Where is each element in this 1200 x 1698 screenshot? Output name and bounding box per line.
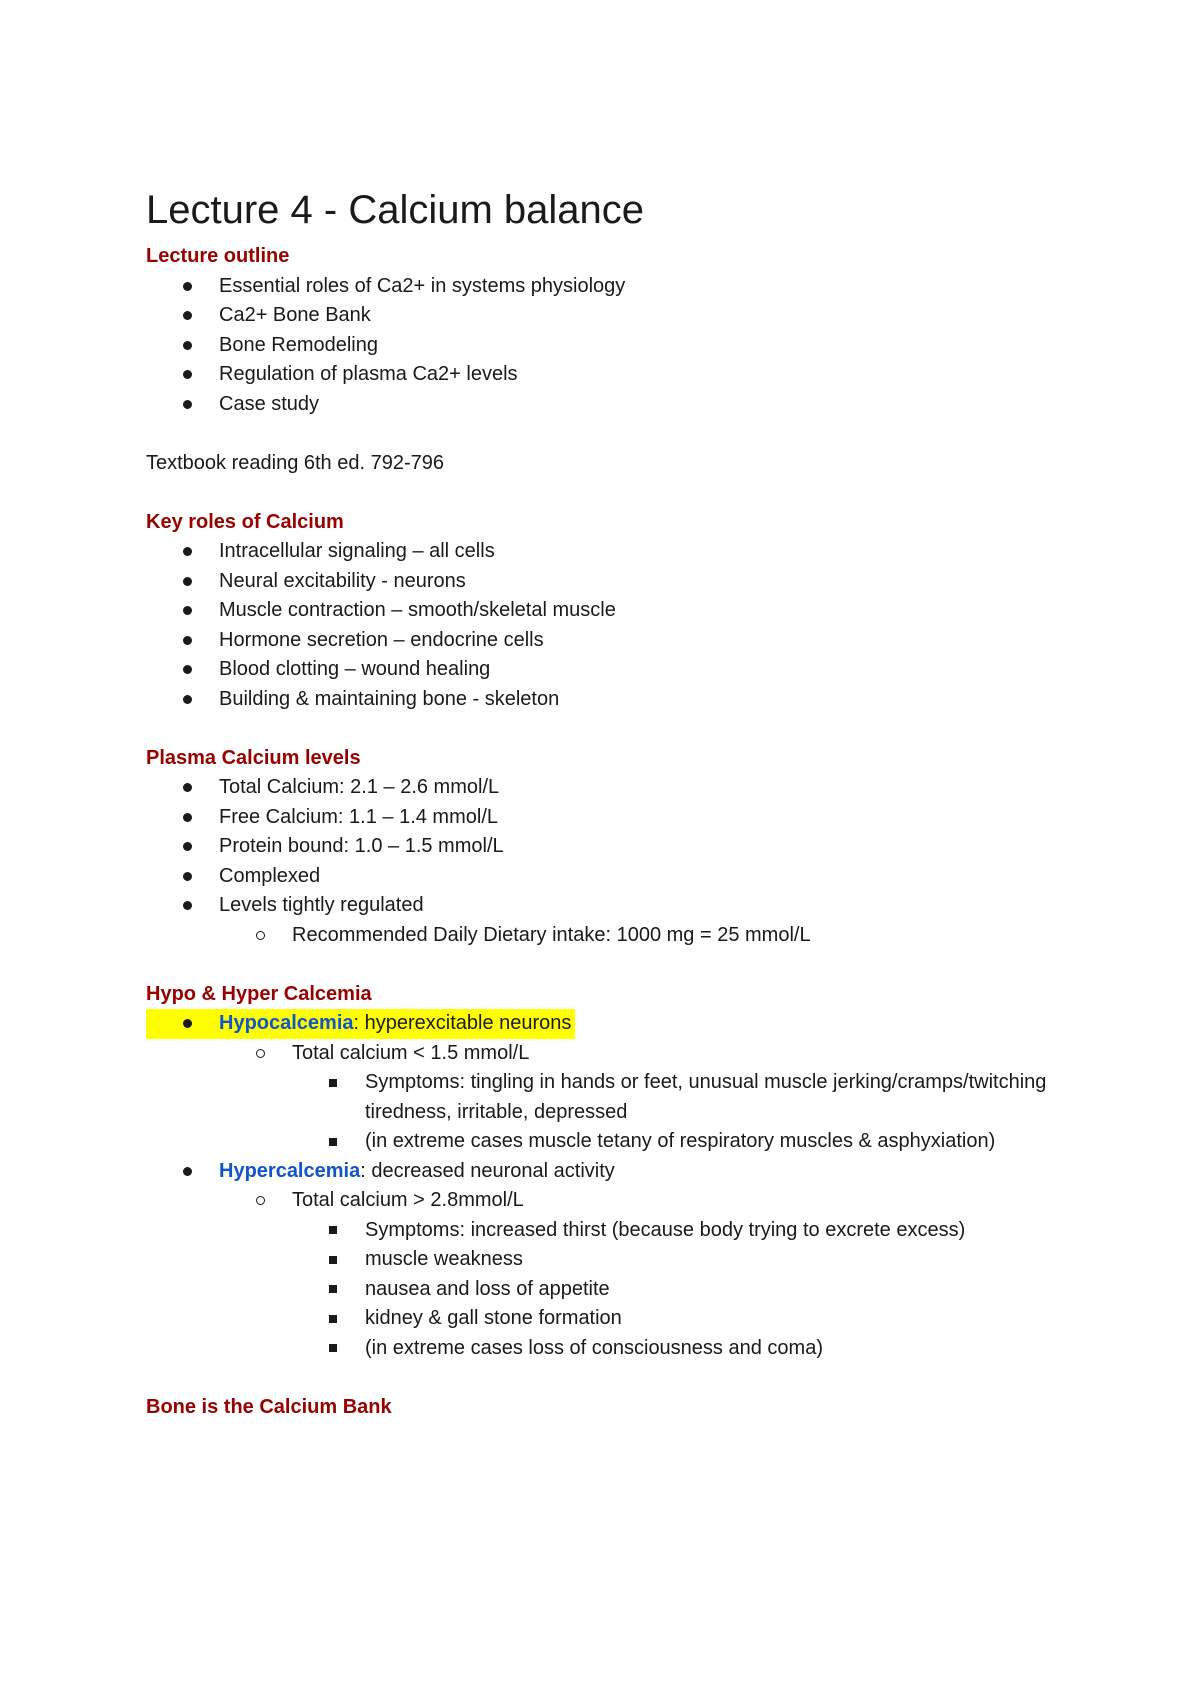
list-item: Regulation of plasma Ca2+ levels bbox=[146, 360, 1106, 390]
document-page bbox=[146, 186, 1106, 1422]
bullet-icon bbox=[183, 390, 192, 420]
square-bullet-icon bbox=[329, 1216, 337, 1246]
hollow-bullet-icon bbox=[256, 1039, 265, 1069]
bullet-icon bbox=[183, 537, 192, 567]
key-roles-list bbox=[146, 537, 1106, 714]
outline-heading: Lecture outline bbox=[146, 245, 290, 267]
hypo-hyper-list bbox=[146, 1009, 1106, 1363]
detail-item: Symptoms: increased thirst (because body trying to excrete excess) bbox=[146, 1216, 1106, 1246]
square-bullet-icon bbox=[329, 1304, 337, 1334]
list-item: Hormone secretion – endocrine cells bbox=[146, 626, 1106, 656]
list-item: Complexed bbox=[146, 862, 1106, 892]
sub-list-item: Total calcium < 1.5 mmol/L bbox=[146, 1039, 1106, 1069]
bullet-icon bbox=[183, 803, 192, 833]
detail-item: kidney & gall stone formation bbox=[146, 1304, 1106, 1334]
bullet-icon bbox=[183, 1009, 192, 1039]
hollow-bullet-icon bbox=[256, 921, 265, 951]
list-item: Total Calcium: 2.1 – 2.6 mmol/L bbox=[146, 773, 1106, 803]
square-bullet-icon bbox=[329, 1068, 337, 1098]
highlight-mark bbox=[146, 1009, 575, 1039]
bullet-icon bbox=[183, 626, 192, 656]
list-item: Levels tightly regulated bbox=[146, 891, 1106, 921]
hypercalcemia-item bbox=[146, 1157, 1106, 1187]
outline-list bbox=[146, 272, 1106, 420]
list-item: Intracellular signaling – all cells bbox=[146, 537, 1106, 567]
list-item: Protein bound: 1.0 – 1.5 mmol/L bbox=[146, 832, 1106, 862]
list-item: Building & maintaining bone - skeleton bbox=[146, 685, 1106, 715]
hollow-bullet-icon bbox=[256, 1186, 265, 1216]
list-item: Free Calcium: 1.1 – 1.4 mmol/L bbox=[146, 803, 1106, 833]
hypercalcemia-desc: : decreased neuronal activity bbox=[360, 1159, 615, 1182]
bullet-icon bbox=[183, 331, 192, 361]
bone-bank-heading: Bone is the Calcium Bank bbox=[146, 1395, 392, 1418]
bullet-icon bbox=[183, 272, 192, 302]
hypo-hyper-heading: Hypo & Hyper Calcemia bbox=[146, 982, 372, 1005]
list-item: Neural excitability - neurons bbox=[146, 567, 1106, 597]
detail-item: nausea and loss of appetite bbox=[146, 1275, 1106, 1305]
bullet-icon bbox=[183, 773, 192, 803]
bullet-icon bbox=[183, 655, 192, 685]
sub-list-item: Recommended Daily Dietary intake: 1000 mg = 25 mmol/L bbox=[146, 921, 1106, 951]
key-roles-heading: Key roles of Calcium bbox=[146, 510, 344, 533]
bullet-icon bbox=[183, 832, 192, 862]
square-bullet-icon bbox=[329, 1275, 337, 1305]
bullet-icon bbox=[183, 685, 192, 715]
detail-item: Symptoms: tingling in hands or feet, unusual muscle jerking/cramps/twitching tiredness, irritable, depressed bbox=[146, 1068, 1106, 1127]
list-item: Case study bbox=[146, 390, 1106, 420]
hypocalcemia-desc: : hyperexcitable neurons bbox=[353, 1012, 572, 1034]
detail-item: muscle weakness bbox=[146, 1245, 1106, 1275]
square-bullet-icon bbox=[329, 1245, 337, 1275]
list-item: Essential roles of Ca2+ in systems physiology bbox=[146, 272, 1106, 302]
hypocalcemia-item bbox=[146, 1009, 1106, 1039]
plasma-heading: Plasma Calcium levels bbox=[146, 746, 361, 769]
hypocalcemia-term: Hypocalcemia bbox=[219, 1012, 354, 1034]
list-item: Bone Remodeling bbox=[146, 331, 1106, 361]
square-bullet-icon bbox=[329, 1127, 337, 1157]
bullet-icon bbox=[183, 891, 192, 921]
square-bullet-icon bbox=[329, 1334, 337, 1364]
bullet-icon bbox=[183, 360, 192, 390]
plasma-list bbox=[146, 773, 1106, 950]
detail-item: (in extreme cases muscle tetany of respiratory muscles & asphyxiation) bbox=[146, 1127, 1106, 1157]
bullet-icon bbox=[183, 862, 192, 892]
bullet-icon bbox=[183, 301, 192, 331]
textbook-reading: Textbook reading 6th ed. 792-796 bbox=[146, 451, 444, 474]
list-item: Ca2+ Bone Bank bbox=[146, 301, 1106, 331]
bullet-icon bbox=[183, 1157, 192, 1187]
detail-item: (in extreme cases loss of consciousness and coma) bbox=[146, 1334, 1106, 1364]
list-item: Muscle contraction – smooth/skeletal muscle bbox=[146, 596, 1106, 626]
bullet-icon bbox=[183, 596, 192, 626]
hypercalcemia-term: Hypercalcemia bbox=[219, 1159, 361, 1182]
document-title: Lecture 4 - Calcium balance bbox=[146, 188, 645, 232]
list-item: Blood clotting – wound healing bbox=[146, 655, 1106, 685]
sub-list-item: Total calcium > 2.8mmol/L bbox=[146, 1186, 1106, 1216]
bullet-icon bbox=[183, 567, 192, 597]
